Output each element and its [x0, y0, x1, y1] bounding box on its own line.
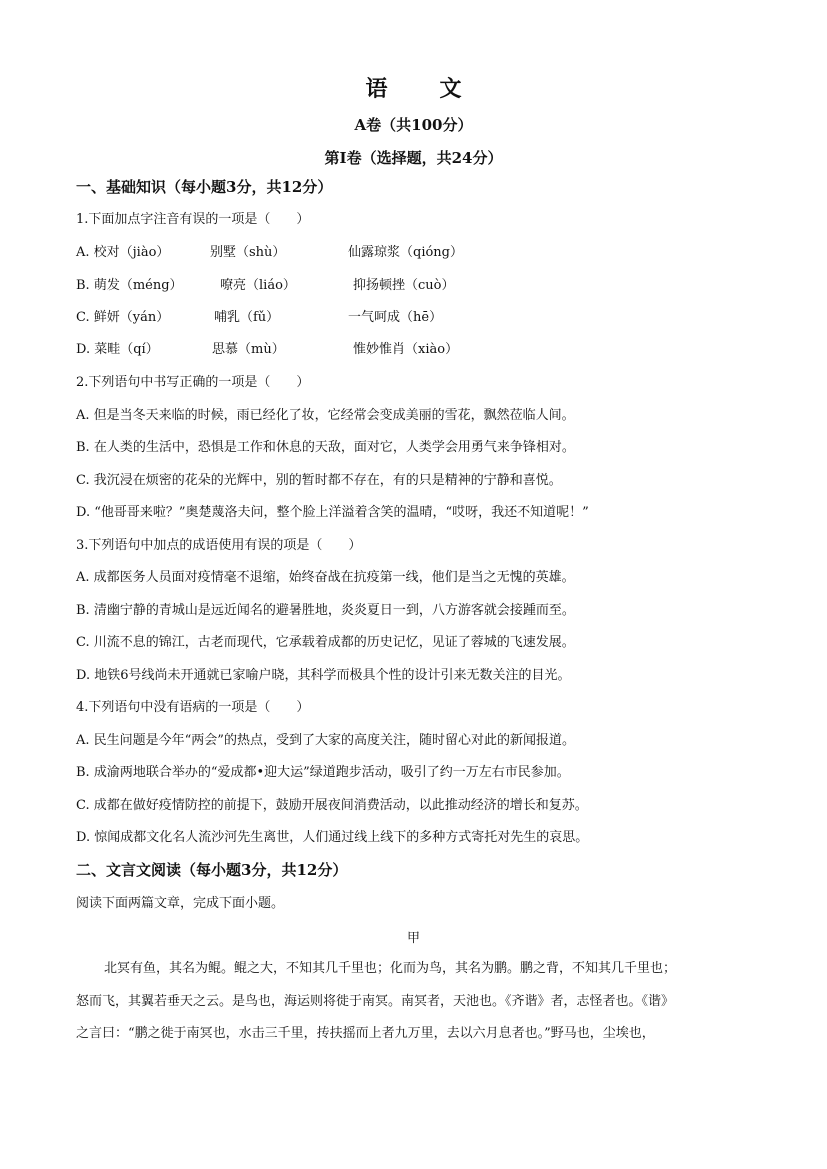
q1-option-a-3: 仙露琼浆（qióng） [348, 245, 464, 260]
q3-option-c: C. 川流不息的锦江，古老而现代，它承载着成都的历史记忆，见证了蓉城的飞速发展。 [76, 635, 575, 650]
title-char-1: 语 [365, 76, 388, 102]
q3-stem: 3.下列语句中加点的成语使用有误的项是（ ） [76, 538, 362, 553]
passage-line: 北冥有鱼，其名为鲲。鲲之大，不知其几千里也；化而为鸟，其名为鹏。鹏之背，不知其几千里也； [104, 961, 677, 976]
q3-option-b: B. 清幽宁静的青城山是远近闻名的避暑胜地，炎炎夏日一到，八方游客就会接踵而至。 [76, 603, 575, 618]
q1-stem: 1.下面加点字注音有误的一项是（ ） [76, 212, 310, 227]
q1-option-a-2: 别墅（shù） [210, 245, 286, 260]
passage-label: 甲 [406, 931, 420, 946]
q2-stem: 2.下列语句中书写正确的一项是（ ） [76, 375, 310, 390]
q4-option-c: C. 成都在做好疫情防控的前提下，鼓励开展夜间消费活动，以此推动经济的增长和复苏。 [76, 798, 588, 813]
passage-line: 之言曰：“鹏之徙于南冥也，水击三千里，抟扶摇而上者九万里，去以六月息者也。”野马也，尘埃也， [76, 1026, 655, 1041]
q2-option-c: C. 我沉浸在烦密的花朵的光辉中，别的暂时都不存在，有的只是精神的宁静和喜悦。 [76, 473, 562, 488]
title-char-2: 文 [439, 76, 462, 102]
q1-option-d-3: 惟妙惟肖（xiào） [353, 342, 459, 357]
q2-option-b: B. 在人类的生活中，恐惧是工作和休息的天敌，面对它，人类学会用勇气来争锋相对。 [76, 440, 575, 455]
q4-option-b: B. 成渝两地联合举办的“爱成都•迎大运”绿道跑步活动，吸引了约一万左右市民参加。 [76, 765, 570, 780]
q1-option-c-1: C. 鲜妍（yán） [76, 310, 170, 325]
q1-option-a-1: A. 校对（jiào） [76, 245, 170, 260]
q1-option-c-3: 一气呵成（hē） [348, 310, 443, 325]
section1-heading: 一、基础知识（每小题3分，共12分） [76, 178, 333, 196]
q1-option-d-1: D. 菜畦（qí） [76, 342, 159, 357]
section2-heading: 二、文言文阅读（每小题3分，共12分） [76, 861, 348, 879]
q1-option-b-2: 嘹亮（liáo） [220, 278, 296, 293]
q1-option-b-1: B. 萌发（méng） [76, 278, 183, 293]
q3-option-a: A. 成都医务人员面对疫情毫不退缩，始终奋战在抗疫第一线，他们是当之无愧的英雄。 [76, 570, 575, 585]
q1-option-d-2: 思慕（mù） [212, 342, 285, 357]
section2-instruction: 阅读下面两篇文章，完成下面小题。 [76, 896, 285, 911]
volume-heading: 第Ⅰ卷（选择题，共24分） [324, 149, 503, 167]
passage-line: 怒而飞，其翼若垂天之云。是鸟也，海运则将徙于南冥。南冥者，天池也。《齐谐》者，志怪者也。《谐》 [76, 994, 675, 1009]
page-title [0, 72, 827, 103]
q2-option-d: D. “他哥哥来啦？”奥楚蔑洛夫问，整个脸上洋溢着含笑的温晴，“哎呀，我还不知道呢！” [76, 505, 589, 520]
q1-option-c-2: 哺乳（fǔ） [214, 310, 280, 325]
q3-option-d: D. 地铁6号线尚未开通就已家喻户晓，其科学而极具个性的设计引来无数关注的目光。 [76, 668, 571, 683]
q4-stem: 4.下列语句中没有语病的一项是（ ） [76, 700, 310, 715]
q1-option-b-3: 抑扬顿挫（cuò） [353, 278, 455, 293]
q4-option-a: A. 民生问题是今年“两会”的热点，受到了大家的高度关注，随时留心对此的新闻报道。 [76, 733, 575, 748]
q4-option-d: D. 惊闻成都文化名人流沙河先生离世，人们通过线上线下的多种方式寄托对先生的哀思。 [76, 830, 589, 845]
q2-option-a: A. 但是当冬天来临的时候，雨已经化了妆，它经常会变成美丽的雪花，飘然莅临人间。 [76, 408, 575, 423]
part-heading: A卷（共100分） [354, 116, 473, 134]
